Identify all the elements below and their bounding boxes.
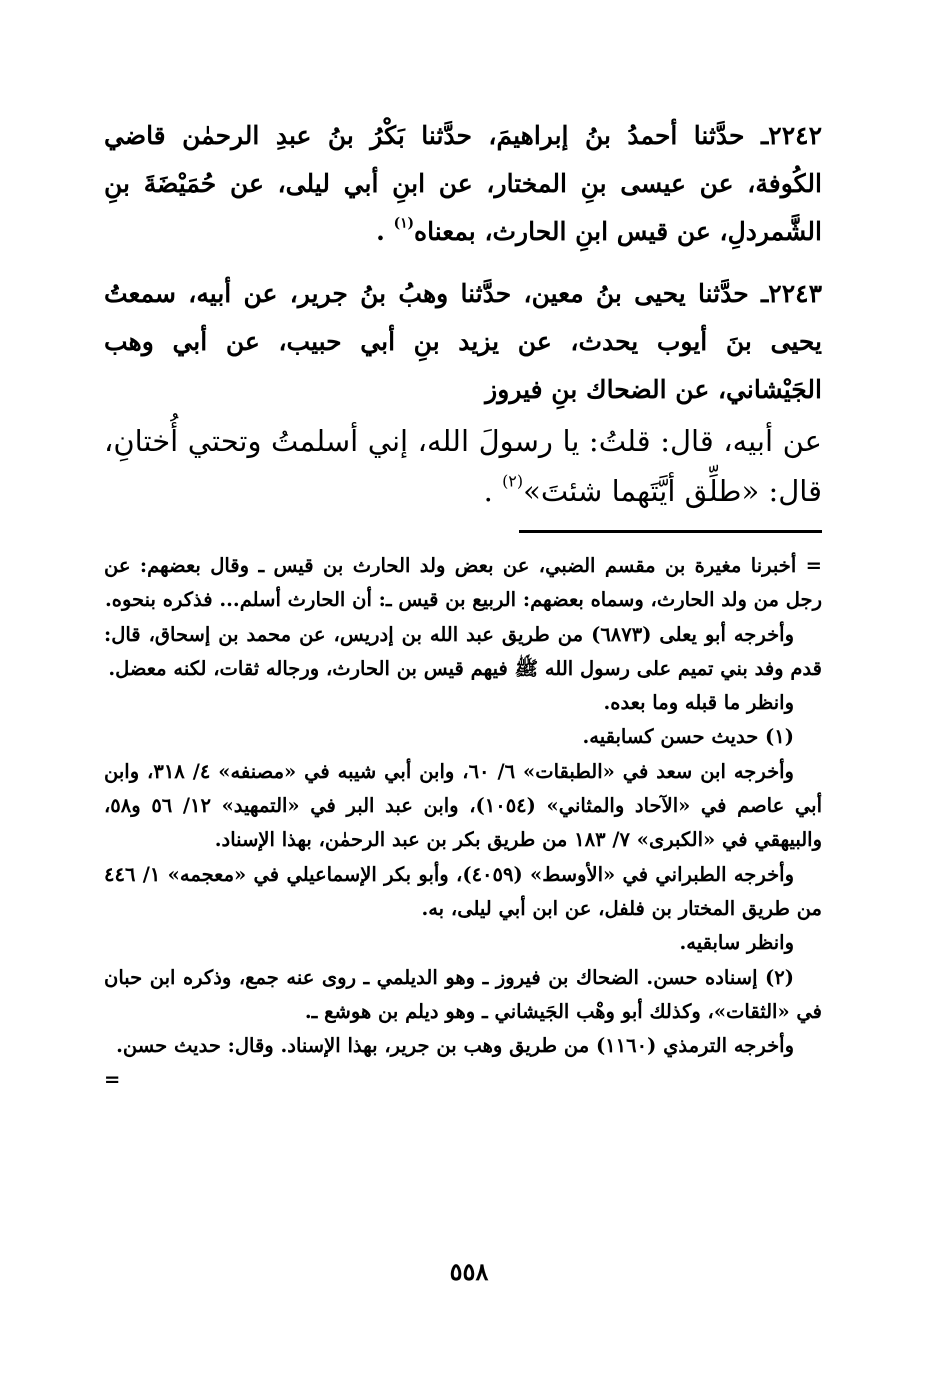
continuation-mark: = [104, 1068, 121, 1092]
footnote-paragraph: وأخرجه ابن سعد في «الطبقات» ٦/ ٦٠، وابن أبي شيبه في «مصنفه» ٤/ ٣١٨، وابن أبي عاصم في «الآحاد والمثاني» (١٠٥٤)، وابن عبد البر في «التمهيد» ١٢/ ٥٦ و٥٨، والبيهقي في «الكبرى» ٧/ ١٨٣ من طريق بكر بن عبد الرحمٰن، بهذا الإسناد. [104, 759, 822, 852]
footnote-paragraph: وأخرجه الترمذي (١١٦٠) من طريق وهب بن جرير، بهذا الإسناد. وقال: حديث حسن. [116, 1034, 794, 1058]
footnote-1: (١) حديث حسن كسابقيه. [582, 725, 794, 749]
hadith-2242-end: . [376, 217, 394, 246]
footnotes [104, 549, 822, 1098]
footnote-ref-2: (٢) [502, 471, 524, 491]
hadith-2243-matn-text: عن أبيه، قال: قلتُ: يا رسولَ الله، إني أسلمتُ وتحتي أُختانِ، قال: «طلِّق أيَّتَهما شئتَ» [104, 424, 822, 508]
footnote-paragraph: وانظر ما قبله وما بعده. [603, 691, 794, 715]
footnote-paragraph: وانظر سابقيه. [679, 931, 794, 955]
hadith-2243-isnad: ٢٢٤٣ـ حدَّثنا يحيى بنُ معين، حدَّثنا وهبُ بنُ جرير، عن أبيه، سمعتُ يحيى بنَ أيوب يحدث، عن يزيد بنِ أبي حبيب، عن أبي وهب الجَيْشاني، عن الضحاك بنِ فيروز [104, 279, 822, 404]
footnote-paragraph: وأخرجه أبو يعلى (٦٨٧٣) من طريق عبد الله بن إدريس، عن محمد بن إسحاق، قال: قدم وفد بني تميم على رسول الله ﷺ فيهم قيس بن الحارث، ورجاله ثقات، لكنه معضل. [104, 622, 822, 680]
footnote-separator [519, 530, 822, 533]
main-text [104, 112, 822, 516]
page-number: ٥٥٨ [449, 1257, 489, 1286]
footnote-paragraph: وأخرجه الطبراني في «الأوسط» (٤٠٥٩)، وأبو بكر الإسماعيلي في «معجمه» ١/ ٤٤٦ من طريق المختار بن فلفل، عن ابن أبي ليلى، به. [104, 862, 822, 920]
hadith-2242-text: ٢٢٤٢ـ حدَّثنا أحمدُ بنُ إبراهيمَ، حدَّثنا بَكْرُ بنُ عبدِ الرحمٰن قاضي الكُوفة، عن عيسى بنِ المختار، عن ابنِ أبي ليلى، عن حُمَيْضَةَ بنِ الشَّمردلِ، عن قيس ابنِ الحارث، بمعناه [104, 121, 822, 246]
hadith-2243-end: . [483, 474, 503, 508]
hadith-2243-matn [104, 416, 822, 516]
hadith-2242 [104, 112, 822, 256]
footnote-ref-1: (١) [393, 215, 415, 232]
footnote-2: (٢) إسناده حسن. الضحاك بن فيروز ـ وهو الديلمي ـ روى عنه جمع، وذكره ابن حبان في «الثقات»، وكذلك أبو وهْب الجَيشاني ـ وهو ديلم بن هوشع ـ. [104, 965, 822, 1023]
footnote-continued: = أخبرنا مغيرة بن مقسم الضبي، عن بعض ولد الحارث بن قيس ـ وقال بعضهم: عن رجل من ولد الحارث، وسماه بعضهم: الربيع بن قيس ـ: أن الحارث أسلم... فذكره بنحوه. [104, 554, 822, 612]
page-body [104, 112, 822, 1098]
